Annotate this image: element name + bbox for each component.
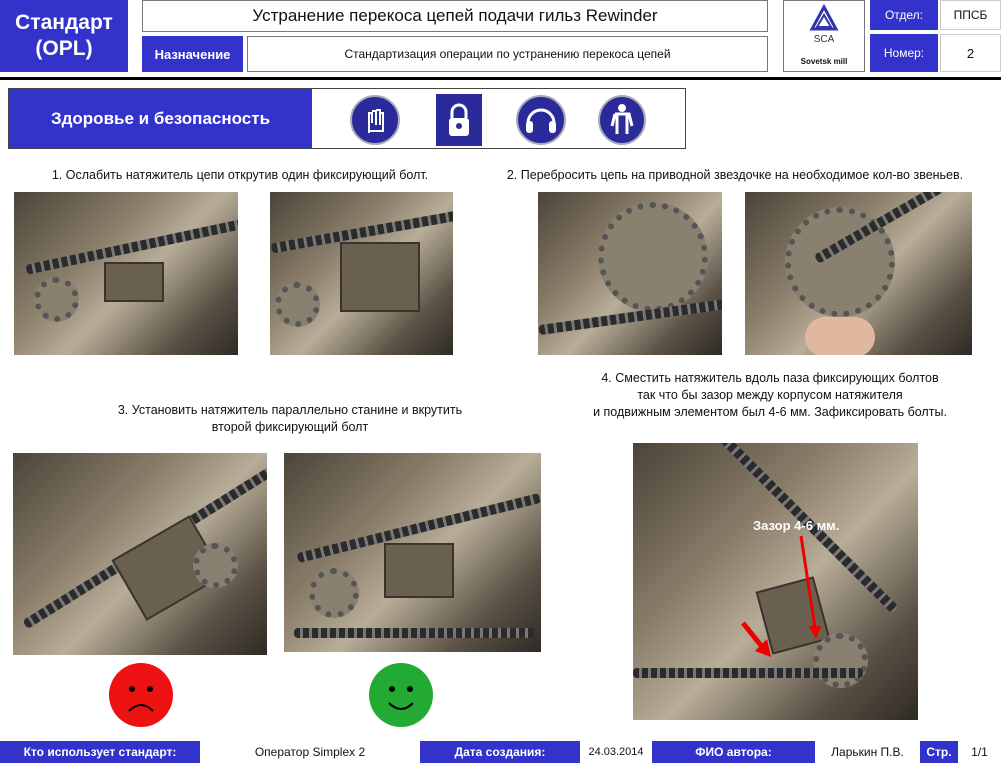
step-1-text: 1. Ослабить натяжитель цепи открутив один фиксирующий болт. (51, 168, 429, 182)
number-label: Номер: (870, 34, 938, 72)
number-value: 2 (940, 34, 1001, 72)
date-value: 24.03.2014 (580, 741, 652, 763)
step-2-text: 2. Перебросить цепь на приводной звездочке на необходимое кол-во звеньев. (506, 168, 964, 182)
step-2-photo-b (745, 192, 972, 355)
page-value: 1/1 (958, 741, 1001, 763)
step-4-line-2: так что бы зазор между корпусом натяжителя (637, 388, 903, 402)
date-label: Дата создания: (420, 741, 580, 763)
happy-face-icon (369, 663, 433, 727)
protective-clothing-icon (598, 95, 646, 145)
logo-subtext: Sovetsk mill (800, 57, 848, 66)
page-label: Стр. (920, 741, 958, 763)
step-4-photo (633, 443, 918, 720)
ear-protection-icon (516, 95, 566, 145)
step-4-line-1: 4. Сместить натяжитель вдоль паза фиксирующих болтов (601, 371, 939, 385)
sad-face-icon (109, 663, 173, 727)
step-3-photo-correct (284, 453, 541, 652)
header-divider (0, 77, 1001, 80)
step-1-photo-a (14, 192, 238, 355)
gloves-icon (350, 95, 400, 145)
step-3-line-1: 3. Установить натяжитель параллельно станине и вкрутить (117, 403, 463, 417)
badge-line-2: (OPL) (35, 37, 93, 60)
department-value: ППСБ (940, 0, 1001, 30)
step-4-line-3: и подвижным элементом был 4-6 мм. Зафиксировать болты. (593, 405, 947, 419)
step-2-photo-a (538, 192, 722, 355)
company-logo (783, 0, 865, 72)
logo-text: SCA (813, 34, 835, 45)
red-arrows-icon (633, 443, 918, 720)
step-1-photo-b (270, 192, 453, 355)
who-uses-value: Оператор Simplex 2 (200, 741, 420, 763)
who-uses-label: Кто использует стандарт: (0, 741, 200, 763)
step-3-line-2: второй фиксирующий болт (211, 420, 369, 434)
step-4-text (560, 370, 980, 421)
purpose-label: Назначение (142, 36, 243, 72)
standard-badge (0, 0, 128, 72)
document-title: Устранение перекоса цепей подачи гильз Rewinder (142, 0, 768, 32)
step-3-photo-wrong (13, 453, 267, 655)
lockout-icon (436, 94, 482, 146)
department-label: Отдел: (870, 0, 938, 30)
author-label: ФИО автора: (652, 741, 815, 763)
safety-label: Здоровье и безопасность (9, 89, 312, 148)
author-value: Ларькин П.В. (815, 741, 920, 763)
badge-line-1: Стандарт (15, 11, 113, 34)
gap-annotation: Зазор 4-6 мм. (753, 518, 840, 533)
purpose-text: Стандартизация операции по устранению перекоса цепей (247, 36, 768, 72)
step-3-text (60, 402, 520, 436)
